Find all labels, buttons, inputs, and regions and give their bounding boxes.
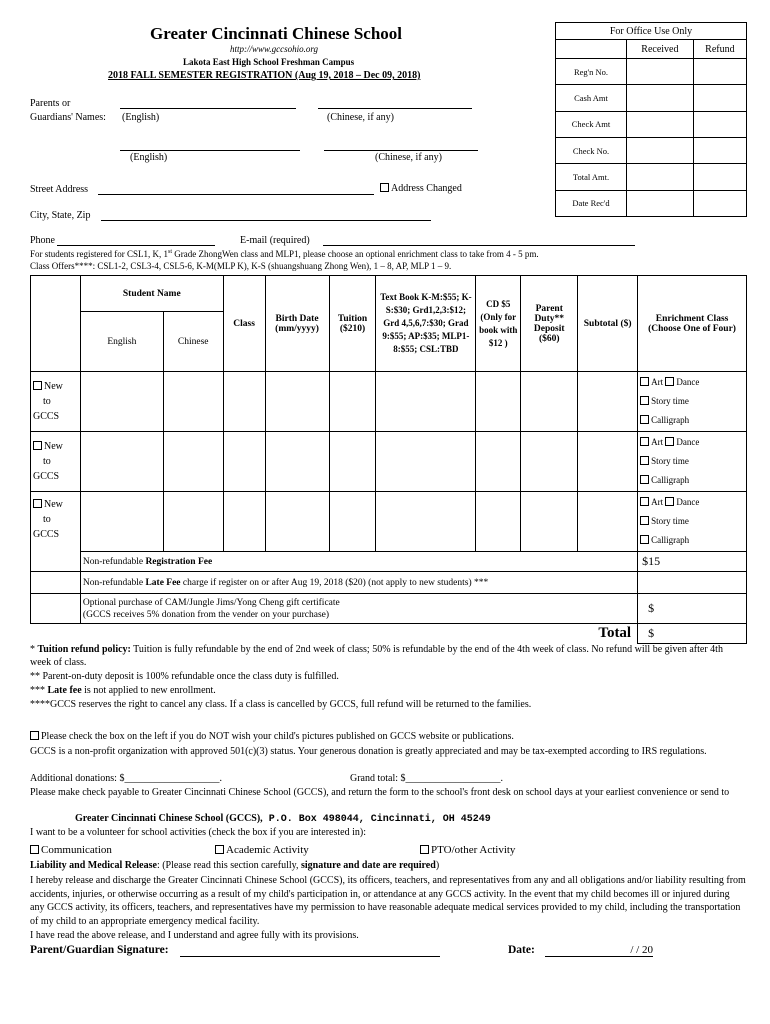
student-name-header: Student Name xyxy=(80,276,223,312)
total-row xyxy=(31,624,747,644)
enrichment-cell: Art Dance Story time Calligraph xyxy=(638,372,747,432)
student-row xyxy=(31,432,747,492)
story-time-checkbox[interactable] xyxy=(640,456,649,465)
phone-label: Phone xyxy=(30,235,55,246)
late-fee-note: *** Late fee is not applied to new enrollment. xyxy=(30,685,216,696)
academic-activity-checkbox[interactable] xyxy=(215,845,224,854)
liability-heading: Liability and Medical Release: (Please read this section carefully, signature and date are required) xyxy=(30,860,440,871)
phone-field[interactable] xyxy=(57,245,215,246)
total-label: Total xyxy=(31,624,638,644)
refund-policy: * Tuition refund policy: Tuition is fully refundable by the end of 2nd week of class; 50% is refundable by the end of the 4th week of class. No refund will be given after 4th week of class. xyxy=(30,644,723,668)
art-checkbox[interactable] xyxy=(640,377,649,386)
city-label: City, State, Zip xyxy=(30,210,91,221)
office-row-label: Total Amt. xyxy=(556,164,627,190)
calligraphy-checkbox[interactable] xyxy=(640,415,649,424)
nonprofit-text: GCCS is a non-profit organization with approved 501(c)(3) status. Your generous donation is greatly appreciated and may be tax-exempted according to IRS regulations. xyxy=(30,746,707,757)
cd-cell[interactable] xyxy=(476,432,521,492)
cancel-note: ****GCCS reserves the right to cancel any class. If a class is cancelled by GCCS, full refund will be returned to the families. xyxy=(30,699,532,710)
communication-checkbox[interactable] xyxy=(30,845,39,854)
textbook-cell[interactable] xyxy=(376,432,476,492)
email-label: E-mail (required) xyxy=(240,235,310,246)
no-photo-checkbox[interactable] xyxy=(30,731,39,740)
late-fee-amount[interactable] xyxy=(638,572,747,594)
office-cell[interactable] xyxy=(693,59,746,85)
date-label: Date: xyxy=(508,944,535,956)
birth-date-header: Birth Date (mm/yyyy) xyxy=(265,276,329,372)
office-row-label: Reg'n No. xyxy=(556,59,627,85)
office-row-label: Check No. xyxy=(556,137,627,163)
dance-checkbox[interactable] xyxy=(665,497,674,506)
guardian-label-2: Guardians' Names: xyxy=(30,112,106,123)
office-cell[interactable] xyxy=(627,111,694,137)
agree-text: I have read the above release, and I understand and agree fully with its provisions. xyxy=(30,930,359,941)
chinese-name-cell[interactable] xyxy=(163,492,223,552)
volunteer-text: I want to be a volunteer for school activities (check the box if you are interested in): xyxy=(30,827,366,838)
address-changed-checkbox[interactable] xyxy=(380,183,389,192)
optional-purchase-label: Optional purchase of CAM/Jungle Jims/Yong Cheng gift certificate (GCCS receives 5% donation from the vender on your purchase) xyxy=(80,594,637,624)
date-field[interactable]: / / 20 xyxy=(545,944,653,957)
textbook-header: Text Book K-M:$55; K-S:$30; Grd1,2,3:$12; Grd 4,5,6,7:$30; Grad 9:$55; AP:$35; MLP1-8:$55; CSL:TBD xyxy=(376,276,476,372)
signature-field[interactable] xyxy=(180,956,440,957)
english-name-cell[interactable] xyxy=(80,432,163,492)
art-checkbox[interactable] xyxy=(640,497,649,506)
office-cell[interactable] xyxy=(627,59,694,85)
cd-cell[interactable] xyxy=(476,492,521,552)
parent-duty-header: Parent Duty** Deposit ($60) xyxy=(521,276,578,372)
subtotal-cell[interactable] xyxy=(578,492,638,552)
guardian-label-1: Parents or xyxy=(30,98,71,109)
office-col-received: Received xyxy=(627,40,694,59)
optional-purchase-row xyxy=(31,594,747,624)
mailing-address: Greater Cincinnati Chinese School (GCCS), P.O. Box 498044, Cincinnati, OH 45249 xyxy=(75,813,491,825)
student-row xyxy=(31,372,747,432)
guardian1-english-field[interactable] xyxy=(120,108,296,109)
chinese-header: Chinese xyxy=(163,312,223,372)
office-cell[interactable] xyxy=(627,164,694,190)
late-fee-label: Non-refundable Late Fee charge if register on or after Aug 19, 2018 ($20) (not apply to new students) *** xyxy=(80,572,637,594)
office-cell[interactable] xyxy=(693,190,746,216)
enrichment-note: For students registered for CSL1, K, 1st Grade ZhongWen class and MLP1, please choose an optional enrichment class to take from 4 - 5 pm. xyxy=(30,249,539,259)
office-cell[interactable] xyxy=(693,111,746,137)
guardian1-english-hint: (English) xyxy=(122,112,160,123)
class-header: Class xyxy=(223,276,265,372)
office-row-label: Date Rec'd xyxy=(556,190,627,216)
class-cell[interactable] xyxy=(223,432,265,492)
subtotal-cell[interactable] xyxy=(578,372,638,432)
birth-date-cell[interactable] xyxy=(265,432,329,492)
calligraphy-checkbox[interactable] xyxy=(640,535,649,544)
office-title: For Office Use Only xyxy=(556,23,747,40)
registration-fee-row xyxy=(31,552,747,572)
check-payable-text: Please make check payable to Greater Cincinnati Chinese School (GCCS), and return the form to the school's front desk on school days at your earliest convenience or send to xyxy=(30,787,730,798)
office-col-refund: Refund xyxy=(693,40,746,59)
guardian2-chinese-hint: (Chinese, if any) xyxy=(375,152,442,163)
photo-opt-out-text: Please check the box on the left if you do NOT wish your child's pictures published on GCCS website or publications. xyxy=(41,731,514,742)
textbook-cell[interactable] xyxy=(376,492,476,552)
new-checkbox[interactable] xyxy=(33,441,42,450)
total-amount[interactable]: $ xyxy=(638,624,747,644)
guardian1-chinese-hint: (Chinese, if any) xyxy=(327,112,394,123)
new-checkbox[interactable] xyxy=(33,499,42,508)
pto-activity-label: PTO/other Activity xyxy=(431,844,516,856)
office-cell[interactable] xyxy=(627,137,694,163)
school-url[interactable]: http://www.gccsohio.org xyxy=(230,44,319,54)
subtotal-header: Subtotal ($) xyxy=(578,276,638,372)
grand-total-field[interactable]: Grand total: $___________________. xyxy=(350,773,504,784)
enrichment-cell: Art Dance Story time Calligraph xyxy=(638,432,747,492)
class-cell[interactable] xyxy=(223,372,265,432)
subtotal-cell[interactable] xyxy=(578,432,638,492)
art-checkbox[interactable] xyxy=(640,437,649,446)
donation-field[interactable]: Additional donations: $___________________. xyxy=(30,773,222,784)
enrichment-header: Enrichment Class (Choose One of Four) xyxy=(638,276,747,372)
parent-duty-cell[interactable] xyxy=(521,492,578,552)
cd-cell[interactable] xyxy=(476,372,521,432)
office-row-label: Check Amt xyxy=(556,111,627,137)
guardian2-chinese-field[interactable] xyxy=(324,150,478,151)
english-name-cell[interactable] xyxy=(80,372,163,432)
chinese-name-cell[interactable] xyxy=(163,432,223,492)
birth-date-cell[interactable] xyxy=(265,372,329,432)
academic-activity-label: Academic Activity xyxy=(226,844,309,856)
street-label: Street Address xyxy=(30,184,89,195)
tuition-cell[interactable] xyxy=(329,492,376,552)
registration-fee-amount: $15 xyxy=(638,552,747,572)
registration-table xyxy=(30,275,747,644)
office-cell[interactable] xyxy=(693,85,746,111)
dance-checkbox[interactable] xyxy=(665,377,674,386)
email-field[interactable] xyxy=(323,245,635,246)
registration-fee-label: Non-refundable Registration Fee xyxy=(80,552,637,572)
late-fee-row xyxy=(31,572,747,594)
campus-name: Lakota East High School Freshman Campus xyxy=(183,57,355,67)
guardian1-chinese-field[interactable] xyxy=(318,108,472,109)
release-text: I hereby release and discharge the Greater Cincinnati Chinese School (GCCS), its officers, teachers, and representatives from any and all obligations and/or liability resulting from accidents, injuries, or otherwise occurring as a result of my child's participation in, or attendance at any GCCS activity. In the event that my child becomes ill or injured during any GCCS activity, its officers, teachers, and representatives have my permission to have reasonable adequate medical services provided to my child, including the transportation of my child to an appropriate emergency medical facility. xyxy=(30,875,746,927)
office-use-box xyxy=(555,22,747,217)
new-checkbox[interactable] xyxy=(33,381,42,390)
class-offers-note: Class Offers****: CSL1-2, CSL3-4, CSL5-6, K-M(MLP K), K-S (shuangshuang Zhong Wen), 1 – 8, AP, MLP 1 – 9. xyxy=(30,261,452,271)
english-header: English xyxy=(80,312,163,372)
office-cell[interactable] xyxy=(627,85,694,111)
dance-checkbox[interactable] xyxy=(665,437,674,446)
optional-purchase-amount[interactable]: $ xyxy=(638,594,747,624)
office-cell[interactable] xyxy=(627,190,694,216)
semester-title: 2018 FALL SEMESTER REGISTRATION (Aug 19, 2018 – Dec 09, 2018) xyxy=(108,70,421,81)
guardian2-english-hint: (English) xyxy=(130,152,168,163)
parent-duty-cell[interactable] xyxy=(521,432,578,492)
address-changed-label: Address Changed xyxy=(391,183,462,194)
office-cell[interactable] xyxy=(693,137,746,163)
tuition-header: Tuition ($210) xyxy=(329,276,376,372)
new-to-gccs-cell: New to GCCS xyxy=(31,492,81,572)
pto-activity-checkbox[interactable] xyxy=(420,845,429,854)
office-row-label: Cash Amt xyxy=(556,85,627,111)
story-time-checkbox[interactable] xyxy=(640,396,649,405)
new-to-gccs-cell: New to GCCS xyxy=(31,432,81,492)
duty-deposit-note: ** Parent-on-duty deposit is 100% refundable once the class duty is fulfilled. xyxy=(30,671,339,682)
class-cell[interactable] xyxy=(223,492,265,552)
tuition-cell[interactable] xyxy=(329,372,376,432)
new-to-gccs-cell: New to GCCS xyxy=(31,372,81,432)
birth-date-cell[interactable] xyxy=(265,492,329,552)
guardian2-english-field[interactable] xyxy=(120,150,300,151)
student-row xyxy=(31,492,747,552)
tuition-cell[interactable] xyxy=(329,432,376,492)
street-field[interactable] xyxy=(98,194,374,195)
english-name-cell[interactable] xyxy=(80,492,163,552)
city-field[interactable] xyxy=(101,220,431,221)
signature-label: Parent/Guardian Signature: xyxy=(30,944,169,956)
parent-duty-cell[interactable] xyxy=(521,372,578,432)
office-cell[interactable] xyxy=(693,164,746,190)
story-time-checkbox[interactable] xyxy=(640,516,649,525)
cd-header: CD $5 (Only for book with $12 ) xyxy=(476,276,521,372)
communication-label: Communication xyxy=(41,844,112,856)
textbook-cell[interactable] xyxy=(376,372,476,432)
enrichment-cell: Art Dance Story time Calligraph xyxy=(638,492,747,552)
calligraphy-checkbox[interactable] xyxy=(640,475,649,484)
chinese-name-cell[interactable] xyxy=(163,372,223,432)
school-title: Greater Cincinnati Chinese School xyxy=(150,24,403,43)
